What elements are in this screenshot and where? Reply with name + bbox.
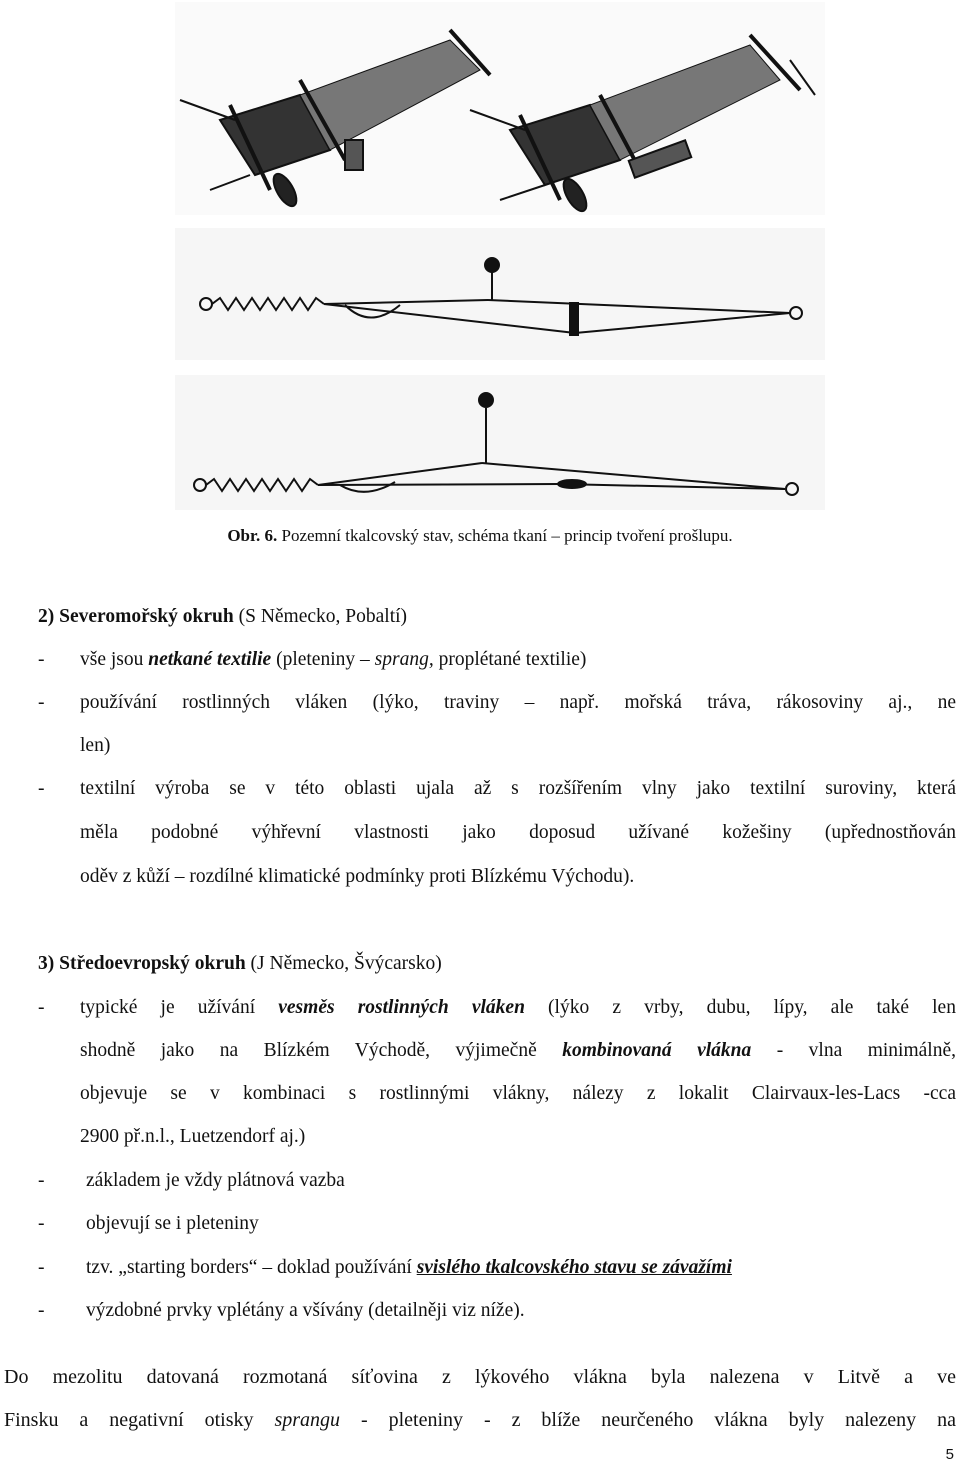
text-run: - pleteniny - z blíže neurčeného vlákna byly nalezeny na — [340, 1409, 956, 1431]
list-item-text: základem je vždy plátnová vazba — [86, 1170, 345, 1191]
paragraph-line-1: Do mezolitu datovaná rozmotaná síťovina z lýkového vlákna byla nalezena v Litvě a ve — [4, 1366, 956, 1388]
section-3-region: (J Německo, Švýcarsko) — [245, 953, 442, 974]
loom-drawing — [0, 0, 960, 515]
section-2-heading — [38, 606, 407, 628]
text-run: - vlna minimálně, — [751, 1040, 956, 1061]
list-item-text: objevují se i pleteniny — [86, 1213, 259, 1234]
list-item-text: výzdobné prvky vplétány a všívány (detailněji viz níže). — [86, 1300, 525, 1321]
text-run: vše jsou — [80, 649, 149, 670]
bullet-dash: - — [38, 1300, 45, 1321]
list-item-text — [86, 1257, 732, 1279]
text-run: typické je užívání — [80, 997, 279, 1018]
text-run: shodně jako na Blízkém Východě, výjimečně — [80, 1040, 563, 1061]
list-item-text-continued: měla podobné výhřevní vlastnosti jako doposud užívané kožešiny (upřednostňován — [80, 822, 956, 843]
diagram-1-background — [175, 228, 825, 360]
section-3-heading — [38, 953, 442, 975]
emphasis-text: netkané textilie — [148, 649, 272, 670]
section-2-title: 2) Severomořský okruh — [38, 606, 234, 627]
bullet-dash: - — [38, 778, 45, 799]
list-item-text: používání rostlinných vláken (lýko, traviny – např. mořská tráva, rákosoviny aj., ne — [80, 692, 956, 713]
paragraph-line-2 — [4, 1409, 956, 1432]
list-item-text — [80, 649, 586, 671]
section-2-region: (S Německo, Pobaltí) — [233, 606, 408, 627]
list-item-text-continued: 2900 př.n.l., Luetzendorf aj.) — [80, 1126, 306, 1147]
list-item-text-continued — [80, 1040, 956, 1062]
italic-text: sprangu — [274, 1409, 341, 1431]
figure-caption — [0, 526, 960, 546]
list-item-text-continued: oděv z kůží – rozdílné klimatické podmínky proti Blízkému Východu). — [80, 866, 635, 887]
text-run: proplétané textilie) — [433, 649, 587, 670]
list-item-text-continued: len) — [80, 735, 111, 756]
text-run: Finsku a negativní otisky — [4, 1409, 275, 1431]
emphasis-text: kombinovaná vlákna — [562, 1040, 752, 1061]
emphasis-text: vesměs rostlinných vláken — [278, 997, 525, 1018]
bullet-dash: - — [38, 1257, 45, 1278]
list-item-text-continued: objevuje se v kombinaci s rostlinnými vlákny, nálezy z lokalit Clairvaux-les-Lacs -cca — [80, 1083, 956, 1104]
list-item-text — [80, 997, 956, 1019]
bullet-dash: - — [38, 1170, 45, 1191]
list-item-text: textilní výroba se v této oblasti ujala až s rozšířením vlny jako textilní suroviny, která — [80, 778, 956, 799]
bullet-dash: - — [38, 1213, 45, 1234]
figure-loom-illustration — [0, 0, 960, 515]
section-3-title: 3) Středoevropský okruh — [38, 953, 246, 974]
text-run: (lýko z vrby, dubu, lípy, ale také len — [524, 997, 956, 1018]
bullet-dash: - — [38, 649, 45, 670]
caption-text: Pozemní tkalcovský stav, schéma tkaní – princip tvoření prošlupu. — [277, 526, 733, 545]
text-run: tzv. „starting borders“ – doklad používání — [86, 1257, 417, 1278]
bullet-dash: - — [38, 692, 45, 713]
diagram-2-background — [175, 375, 825, 510]
page-number: 5 — [945, 1446, 954, 1463]
text-run: (pleteniny – — [271, 649, 375, 670]
bullet-dash: - — [38, 997, 45, 1018]
caption-label: Obr. 6. — [227, 526, 278, 545]
emphasis-text: svislého tkalcovského stavu se závažími — [416, 1257, 732, 1278]
italic-text: sprang, — [374, 649, 434, 670]
